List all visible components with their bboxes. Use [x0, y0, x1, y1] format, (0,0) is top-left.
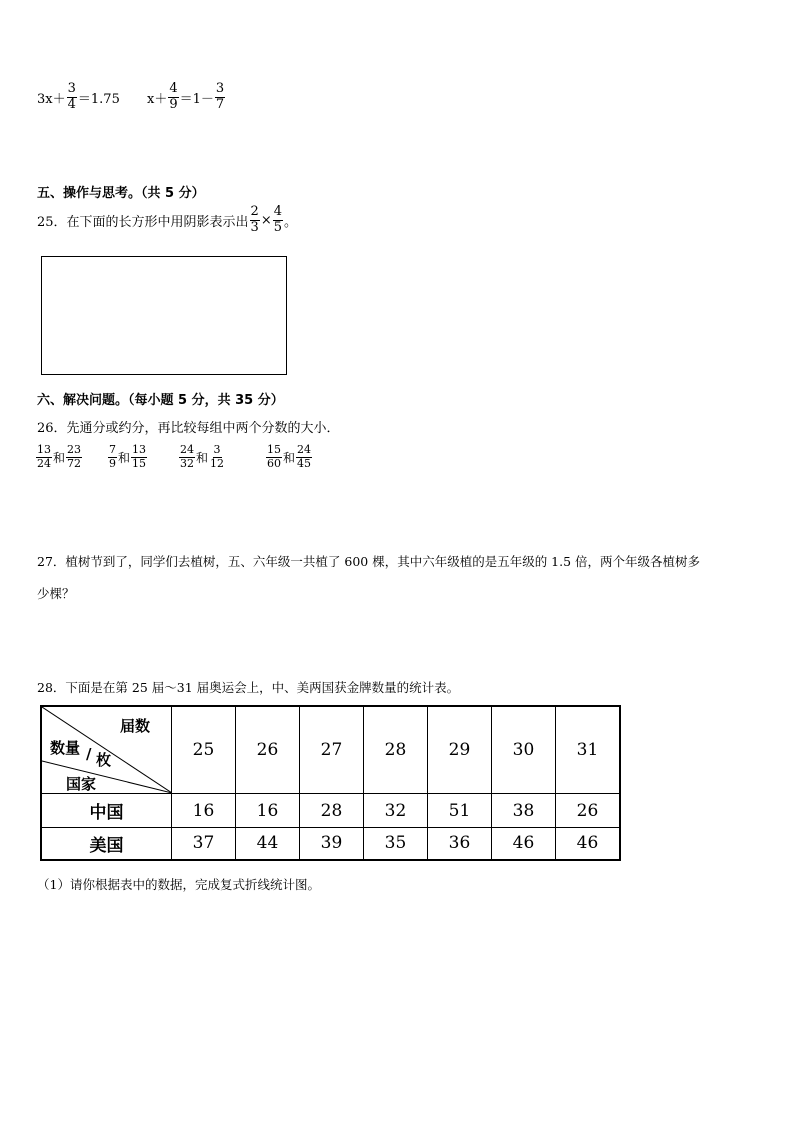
section-5-heading: 五、操作与思考。（共 5 分） — [37, 186, 205, 201]
usa-28: 35 — [364, 828, 428, 860]
table-corner-cell — [41, 706, 172, 794]
china-30: 38 — [492, 794, 556, 828]
session-25: 25 — [172, 706, 236, 794]
china-28: 32 — [364, 794, 428, 828]
session-30: 30 — [492, 706, 556, 794]
pair1-den1: 24 — [37, 456, 51, 470]
china-27: 28 — [300, 794, 364, 828]
session-27: 27 — [300, 706, 364, 794]
eq1-suffix: ＝1.75 — [77, 91, 120, 107]
country-china: 中国 — [41, 794, 172, 828]
table-row — [41, 794, 620, 828]
pair4-and: 和 — [283, 450, 296, 465]
usa-31: 46 — [556, 828, 621, 860]
q27-line-2: 少棵？ — [37, 586, 75, 601]
header-unit-label: 枚 — [96, 751, 112, 769]
q25-denominator-1: 3 — [250, 219, 259, 235]
pair1-den2: 72 — [67, 456, 82, 470]
china-25: 16 — [172, 794, 236, 828]
pair3-num1: 24 — [180, 443, 194, 456]
q25-denominator-2: 5 — [273, 219, 283, 235]
pair2-den1: 9 — [109, 456, 116, 470]
eq2-fraction-2 — [215, 82, 225, 113]
pair4-num2: 24 — [297, 443, 312, 456]
equation-2 — [147, 82, 226, 113]
medal-table — [40, 705, 621, 861]
session-28: 28 — [364, 706, 428, 794]
eq1-denominator: 4 — [67, 96, 76, 112]
pair4-num1: 15 — [267, 443, 281, 456]
q26-text: 26．先通分或约分，再比较每组中两个分数的大小． — [37, 421, 340, 436]
pair4-den2: 45 — [297, 456, 312, 470]
q25-numerator-1: 2 — [250, 204, 259, 219]
pair1-num2: 23 — [67, 443, 82, 456]
eq2-fraction-1 — [168, 82, 178, 113]
usa-25: 37 — [172, 828, 236, 860]
q25-numerator-2: 4 — [273, 204, 283, 219]
eq2-numerator-1: 4 — [169, 81, 178, 96]
pair3-den2: 12 — [210, 456, 225, 470]
usa-29: 36 — [428, 828, 492, 860]
q25-fraction-2 — [273, 205, 283, 236]
header-country-label: 国家 — [66, 775, 97, 793]
usa-27: 39 — [300, 828, 364, 860]
q26-pair-2 — [107, 444, 148, 470]
shading-rectangle[interactable] — [41, 256, 287, 375]
eq2-denominator-2: 7 — [215, 96, 225, 112]
header-slash: / — [86, 745, 92, 763]
q25-text: 25．在下面的长方形中用阴影表示出 — [37, 214, 249, 230]
header-sessions-label: 届数 — [120, 717, 151, 735]
q26-pair-1 — [35, 444, 83, 470]
pair2-and: 和 — [118, 450, 131, 465]
pair2-den2: 15 — [132, 456, 147, 470]
equation-1 — [37, 82, 120, 113]
china-31: 26 — [556, 794, 621, 828]
eq2-numerator-2: 3 — [215, 81, 225, 96]
pair1-and: 和 — [53, 450, 66, 465]
q28-sub-1: （1）请你根据表中的数据，完成复式折线统计图。 — [37, 877, 320, 892]
table-header-row — [41, 706, 620, 794]
pair1-num1: 13 — [37, 443, 51, 456]
eq1-fraction — [67, 82, 77, 113]
section-6-heading: 六、解决问题。（每小题 5 分，共 35 分） — [37, 393, 284, 408]
table-row — [41, 828, 620, 860]
country-usa: 美国 — [41, 828, 172, 860]
question-25 — [37, 205, 297, 236]
session-26: 26 — [236, 706, 300, 794]
eq1-numerator: 3 — [67, 81, 76, 96]
q28-text: 28．下面是在第 25 届～31 届奥运会上，中、美两国获金牌数量的统计表。 — [37, 680, 460, 695]
pair3-and: 和 — [196, 450, 209, 465]
q26-pair-3 — [178, 444, 226, 470]
q25-fraction-1 — [250, 205, 260, 236]
session-29: 29 — [428, 706, 492, 794]
usa-30: 46 — [492, 828, 556, 860]
session-31: 31 — [556, 706, 621, 794]
q25-operator: × — [260, 212, 272, 228]
q26-pair-4 — [265, 444, 313, 470]
q25-end: 。 — [284, 214, 298, 230]
header-quantity-label: 数量 — [50, 739, 81, 757]
pair3-num2: 3 — [213, 443, 221, 456]
eq2-denominator-1: 9 — [169, 96, 178, 112]
eq2-prefix: x＋ — [147, 91, 168, 107]
china-26: 16 — [236, 794, 300, 828]
eq2-middle: ＝1－ — [179, 91, 214, 107]
pair2-num2: 13 — [132, 443, 147, 456]
china-29: 51 — [428, 794, 492, 828]
usa-26: 44 — [236, 828, 300, 860]
pair4-den1: 60 — [267, 456, 281, 470]
q27-line-1: 27．植树节到了，同学们去植树，五、六年级一共植了 600 棵，其中六年级植的是五年级的 1.5 倍，两个年级各植树多 — [37, 554, 701, 569]
eq1-prefix: 3x＋ — [37, 91, 66, 107]
pair3-den1: 32 — [180, 456, 194, 470]
pair2-num1: 7 — [109, 443, 116, 456]
